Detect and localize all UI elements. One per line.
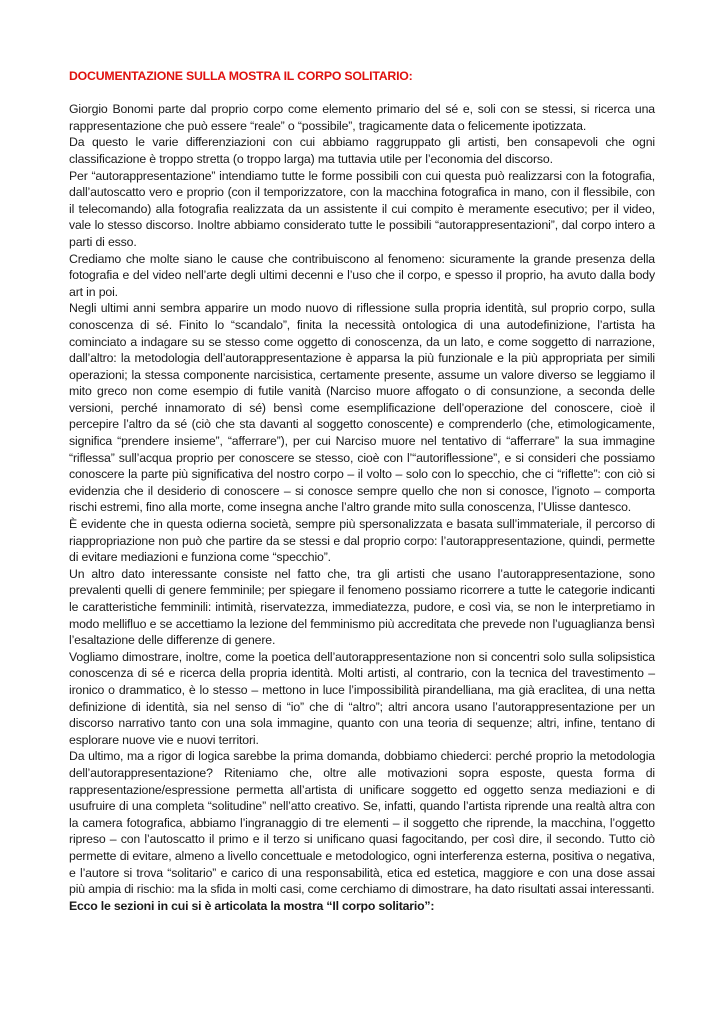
document-page <box>69 68 655 914</box>
paragraph-methodology: Da ultimo, ma a rigor di logica sarebbe la prima domanda, dobbiamo chiederci: perché proprio la metodologia dell’autorappresentazione? Riteniamo che, oltre alle motivazioni sopra esposte, questa forma di rappresentazione/espressione permetta all’artista di unificare soggetto ed oggetto senza mediazioni e di usufruire di una completa “solitudine” nell’atto creativo. Se, infatti, quando l’artista riprende una realtà altra con la camera fotografica, abbiamo l’ingranaggio di tre elementi – il soggetto che riprende, la macchina, l’oggetto ripreso – con l’autoscatto il primo e il terzo si unificano quasi fagocitando, per così dire, il secondo. Tutto ciò permette di evitare, almeno a livello concettuale e metodologico, ogni interferenza esterna, positiva o negativa, e l’autore si trova “solitario” e carico di una responsabilità, etica ed estetica, maggiore e con una dose assai più ampia di rischio: ma la sfida in molti casi, come cerchiamo di dimostrare, ha dato risultati assai interessanti. <box>69 749 655 897</box>
paragraph-classification: Da questo le varie differenziazioni con cui abbiamo raggruppato gli artisti, ben consapevoli che ogni classificazione è troppo stretta (o troppo larga) ma tuttavia utile per l’economia del discorso. <box>69 135 655 166</box>
paragraph-narcissus: Negli ultimi anni sembra apparire un modo nuovo di riflessione sulla propria identità, sul proprio corpo, sulla conoscenza di sé. Finito lo “scandalo”, finita la necessità ontologica di una autodefinizione, l’artista ha cominciato a indagare su se stesso come oggetto di conoscenza, da un lato, e come soggetto di narrazione, dall’altro: la metodologia dell’autorappresentazione è apparsa la più funzionale e la più appropriata per simili operazioni; la stessa componente narcisistica, certamente presente, assume un valore diverso se leggiamo il mito greco non come esempio di futile vanità (Narciso muore affogato o di consunzione, a seconda delle versioni, perché innamorato di sé) bensì come esemplificazione dell’operazione del conoscere, cioè il percepire l’altro da sé (ciò che sta davanti al soggetto conoscente) e comprenderlo (che, etimologicamente, significa “prendere insieme”, “afferrare”), per cui Narciso muore nel tentativo di “afferrare” la sua immagine “riflessa” sull’acqua proprio per conoscere se stesso, cioè con l’“autoriflessione”, e si consideri che possiamo conoscere la parte più significativa del nostro corpo – il volto – solo con lo specchio, che ci “riflette”: con ciò si evidenzia che il desiderio di conoscere – si conosce sempre quello che non si conosce, l’ignoto – comporta rischi estremi, fino alla morte, come insegna anche l’altro grande mito sulla conoscenza, l’Ulisse dantesco. <box>69 301 655 515</box>
sections-heading: Ecco le sezioni in cui si è articolata la mostra “Il corpo solitario”: <box>69 898 435 913</box>
paragraph-intro: Giorgio Bonomi parte dal proprio corpo come elemento primario del sé e, soli con se stessi, si ricerca una rappresentazione che può essere “reale” o “possibile”, tragicamente data o felicemente ipotizzata. <box>69 102 655 133</box>
paragraph-gender: Un altro dato interessante consiste nel fatto che, tra gli artisti che usano l’autorappresentazione, sono prevalenti quelli di genere femminile; per spiegare il fenomeno possiamo ricorrere a tutte le categorie indicanti le caratteristiche femminili: intimità, riservatezza, immediatezza, pudore, e così via, se non le interpretiamo in modo mellifluo e se accettiamo la lezione del femminismo più accreditata che prevede non l’uguaglianza bensì l’esaltazione delle differenze di genere. <box>69 566 655 648</box>
paragraph-causes: Crediamo che molte siano le cause che contribuiscono al fenomeno: sicuramente la grande presenza della fotografia e del video nell’arte degli ultimi decenni e l’uso che il corpo, e spesso il proprio, ha avuto dalla body art in poi. <box>69 251 655 299</box>
paragraph-identity: Vogliamo dimostrare, inoltre, come la poetica dell’autorappresentazione non si concentri solo sulla solipsistica conoscenza di sé e ricerca della propria identità. Molti artisti, al contrario, con la tecnica del travestimento – ironico o drammatico, è lo stesso – mettono in luce l’impossibilità pirandelliana, ma già eraclitea, di una netta definizione di identità, sia nel senso di “io” che di “altro”; altri ancora usano l’autorappresentazione per un discorso narrativo tanto con una sola immagine, quanto con una teoria di sequenze; altri, infine, tentano di esplorare nuove vie e nuovi territori. <box>69 649 655 747</box>
paragraph-definition: Per “autorappresentazione” intendiamo tutte le forme possibili con cui questa può realizzarsi con la fotografia, dall’autoscatto vero e proprio (con il temporizzatore, con la macchina fotografica in mano, con il flessibile, con il telecomando) alla fotografia realizzata da un assistente il cui compito è meramente esecutivo; per il video, vale lo stesso discorso. Inoltre abbiamo considerato tutte le possibili “autorappresentazioni”, dal corpo intero a parti di esso. <box>69 168 655 249</box>
paragraph-society: È evidente che in questa odierna società, sempre più spersonalizzata e basata sull’immateriale, il percorso di riappropriazione non può che partire da se stessi e dal proprio corpo: l’autorappresentazione, quindi, permette di evitare mediazioni e funziona come “specchio”. <box>69 517 655 565</box>
document-title: DOCUMENTAZIONE SULLA MOSTRA IL CORPO SOLITARIO: <box>69 69 413 83</box>
